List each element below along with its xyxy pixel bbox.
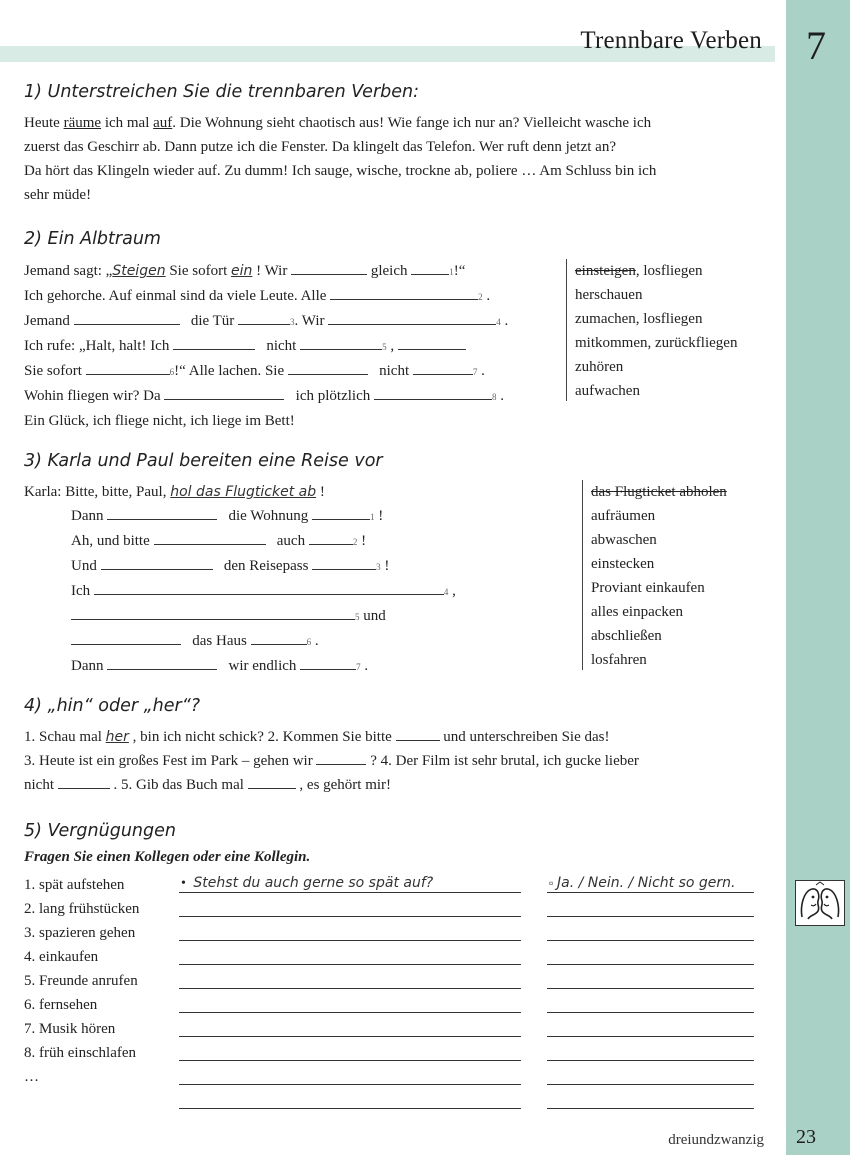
answer-blank[interactable] (328, 310, 496, 325)
s3-box-item: alles einpacken (591, 604, 684, 620)
answer-line[interactable] (547, 1060, 754, 1061)
answer-blank[interactable] (398, 335, 466, 350)
answer-blank[interactable] (107, 505, 217, 520)
answer-line[interactable] (547, 1036, 754, 1037)
answer-blank[interactable] (291, 260, 367, 275)
s2-box-item: aufwachen (575, 383, 640, 399)
s4-line-3: nicht . 5. Gib das Buch mal , es gehört mir! (24, 773, 776, 797)
s3-line-3: Ah, und bitte auch 2 ! (24, 529, 569, 554)
answer-line[interactable] (547, 1012, 754, 1013)
answer-blank[interactable] (288, 360, 368, 375)
question-line[interactable] (179, 940, 521, 941)
activity-item: 3. spazieren gehen (24, 925, 136, 941)
answer-blank[interactable] (374, 385, 492, 400)
section-3-exercise (24, 480, 569, 679)
section-5-instruction: Fragen Sie einen Kollegen oder eine Kollegin. (24, 849, 311, 865)
s4-line-1: 1. Schau mal her , bin ich nicht schick? 2. Kommen Sie bitte und unterschreiben Sie das! (24, 725, 776, 749)
answer-blank[interactable] (71, 605, 355, 620)
page-number: 23 (796, 1126, 816, 1148)
s3-line-6: 5 und (24, 604, 569, 629)
question-line[interactable] (179, 1060, 521, 1061)
s3-box-item: einstecken (591, 556, 655, 572)
activity-item: 4. einkaufen (24, 949, 99, 965)
question-line[interactable] (179, 1108, 521, 1109)
s2-line-4: Ich rufe: „Halt, halt! Ich nicht 5 , (24, 334, 564, 359)
section-4-title: 4) „hin“ oder „her“? (24, 696, 201, 716)
example-question: • Stehst du auch gerne so spät auf? (181, 875, 434, 891)
s3-line-1: Karla: Bitte, bitte, Paul, hol das Flugticket ab ! (24, 484, 325, 500)
s3-box-item: abschließen (591, 628, 662, 644)
underlined-verb: räume (63, 115, 102, 131)
answer-blank[interactable] (173, 335, 255, 350)
section-2-word-box (566, 259, 737, 401)
activity-item: 1. spät aufstehen (24, 877, 125, 893)
s2-box-item: zumachen, losfliegen (575, 311, 703, 327)
s3-box-item-done: das Flugticket abholen (591, 484, 727, 500)
answer-line[interactable] (547, 964, 754, 965)
section-3-word-box (582, 480, 727, 670)
s1-line-1: Heute räume ich mal auf. Die Wohnung sieht chaotisch aus! Wie fange ich nur an? Vielleicht wasche ich (24, 115, 652, 131)
s3-line-4: Und den Reisepass 3 ! (24, 554, 569, 579)
question-line[interactable] (179, 1012, 521, 1013)
s2-line-6: Wohin fliegen wir? Da ich plötzlich 8 . (24, 384, 564, 409)
chapter-number: 7 (806, 23, 826, 68)
answer-blank[interactable] (58, 774, 110, 789)
answer-blank[interactable] (107, 655, 217, 670)
answer-line[interactable] (547, 1108, 754, 1109)
question-line[interactable] (179, 1036, 521, 1037)
s3-box-item: abwaschen (591, 532, 657, 548)
activity-item: 8. früh einschlafen (24, 1045, 137, 1061)
answer-line[interactable] (547, 892, 754, 893)
activity-item: … (24, 1069, 39, 1085)
chapter-sidebar (786, 0, 850, 1155)
section-2-exercise (24, 259, 564, 433)
answer-line[interactable] (547, 988, 754, 989)
s4-line-2: 3. Heute ist ein großes Fest im Park – gehen wir ? 4. Der Film ist sehr brutal, ich gucke lieber (24, 749, 776, 773)
answer-blank[interactable] (312, 555, 376, 570)
answer-blank[interactable] (396, 726, 440, 741)
s2-box-item-1: einsteigen, losfliegen (575, 263, 703, 279)
answer-blank[interactable] (71, 630, 181, 645)
s1-line-2: zuerst das Geschirr ab. Dann putze ich die Fenster. Da klingelt das Telefon. Wer ruft denn jetzt an? (24, 139, 616, 155)
bullet-icon: • (181, 876, 186, 891)
s3-line-2: Dann die Wohnung 1 ! (24, 504, 569, 529)
question-line[interactable] (179, 892, 521, 893)
s3-box-item: Proviant einkaufen (591, 580, 705, 596)
s2-line-2: Ich gehorche. Auf einmal sind da viele Leute. Alle 2 . (24, 284, 564, 309)
answer-blank[interactable] (251, 630, 307, 645)
underlined-prefix: auf (153, 115, 173, 131)
activity-item: 5. Freunde anrufen (24, 973, 138, 989)
answer-blank[interactable] (164, 385, 284, 400)
answer-blank[interactable] (86, 360, 170, 375)
s2-line-1: Jemand sagt: „Steigen Sie sofort ein ! Wir gleich 1!“ (24, 259, 564, 284)
section-3-title: 3) Karla und Paul bereiten eine Reise vor (24, 451, 383, 471)
section-5-title: 5) Vergnügungen (24, 821, 176, 841)
answer-blank[interactable] (316, 750, 366, 765)
activity-item: 2. lang frühstücken (24, 901, 140, 917)
s2-box-item: zuhören (575, 359, 624, 375)
section-4-exercise (24, 725, 776, 797)
answer-blank[interactable] (300, 655, 356, 670)
page-title: Trennbare Verben (580, 27, 762, 54)
question-line[interactable] (179, 964, 521, 965)
s3-line-5: Ich 4 , (24, 579, 569, 604)
answer-blank[interactable] (94, 580, 444, 595)
answer-line[interactable] (547, 940, 754, 941)
question-line[interactable] (179, 916, 521, 917)
answer-blank[interactable] (74, 310, 180, 325)
answer-blank[interactable] (248, 774, 296, 789)
example-answer: ▫ Ja. / Nein. / Nicht so gern. (549, 875, 736, 891)
answer-blank[interactable] (101, 555, 213, 570)
page-number-word: dreiundzwanzig (668, 1132, 764, 1148)
s1-line-3: Da hört das Klingeln wieder auf. Zu dumm! Ich sauge, wische, trockne ab, poliere … Am Schluss bin ich (24, 163, 657, 179)
handwritten-answer: Steigen (112, 263, 166, 279)
s3-box-item: losfahren (591, 652, 647, 668)
handwritten-answer: ein (231, 263, 253, 279)
s2-box-item: mitkommen, zurückfliegen (575, 335, 738, 351)
section-5-activity-list (24, 873, 184, 1089)
s2-line-3: Jemand die Tür 3. Wir 4 . (24, 309, 564, 334)
question-line[interactable] (179, 1084, 521, 1085)
speech-partners-icon (795, 880, 845, 926)
section-1-title: 1) Unterstreichen Sie die trennbaren Verben: (24, 82, 420, 102)
answer-blank[interactable] (300, 335, 382, 350)
s2-line-7: Ein Glück, ich fliege nicht, ich liege im Bett! (24, 413, 295, 429)
answer-blank[interactable] (411, 260, 449, 275)
s3-box-item: aufräumen (591, 508, 656, 524)
activity-item: 6. fernsehen (24, 997, 98, 1013)
section-1-paragraph (24, 111, 776, 207)
answer-line[interactable] (547, 1084, 754, 1085)
answer-blank[interactable] (154, 530, 266, 545)
question-line[interactable] (179, 988, 521, 989)
answer-blank[interactable] (312, 505, 370, 520)
answer-line[interactable] (547, 916, 754, 917)
activity-item: 7. Musik hören (24, 1021, 116, 1037)
s3-line-8: Dann wir endlich 7 . (24, 654, 569, 679)
answer-blank[interactable] (330, 285, 478, 300)
handwritten-answer: her (105, 729, 129, 745)
answer-blank[interactable] (413, 360, 473, 375)
handwritten-answer: hol das Flugticket ab (170, 484, 317, 500)
s3-line-7: das Haus 6 . (24, 629, 569, 654)
s2-line-5: Sie sofort 6!“ Alle lachen. Sie nicht 7 . (24, 359, 564, 384)
s1-line-4: sehr müde! (24, 187, 92, 203)
s2-box-item: herschauen (575, 287, 643, 303)
answer-blank[interactable] (309, 530, 353, 545)
section-2-title: 2) Ein Albtraum (24, 229, 161, 249)
answer-blank[interactable] (238, 310, 290, 325)
checkbox-icon: ▫ (549, 876, 554, 890)
